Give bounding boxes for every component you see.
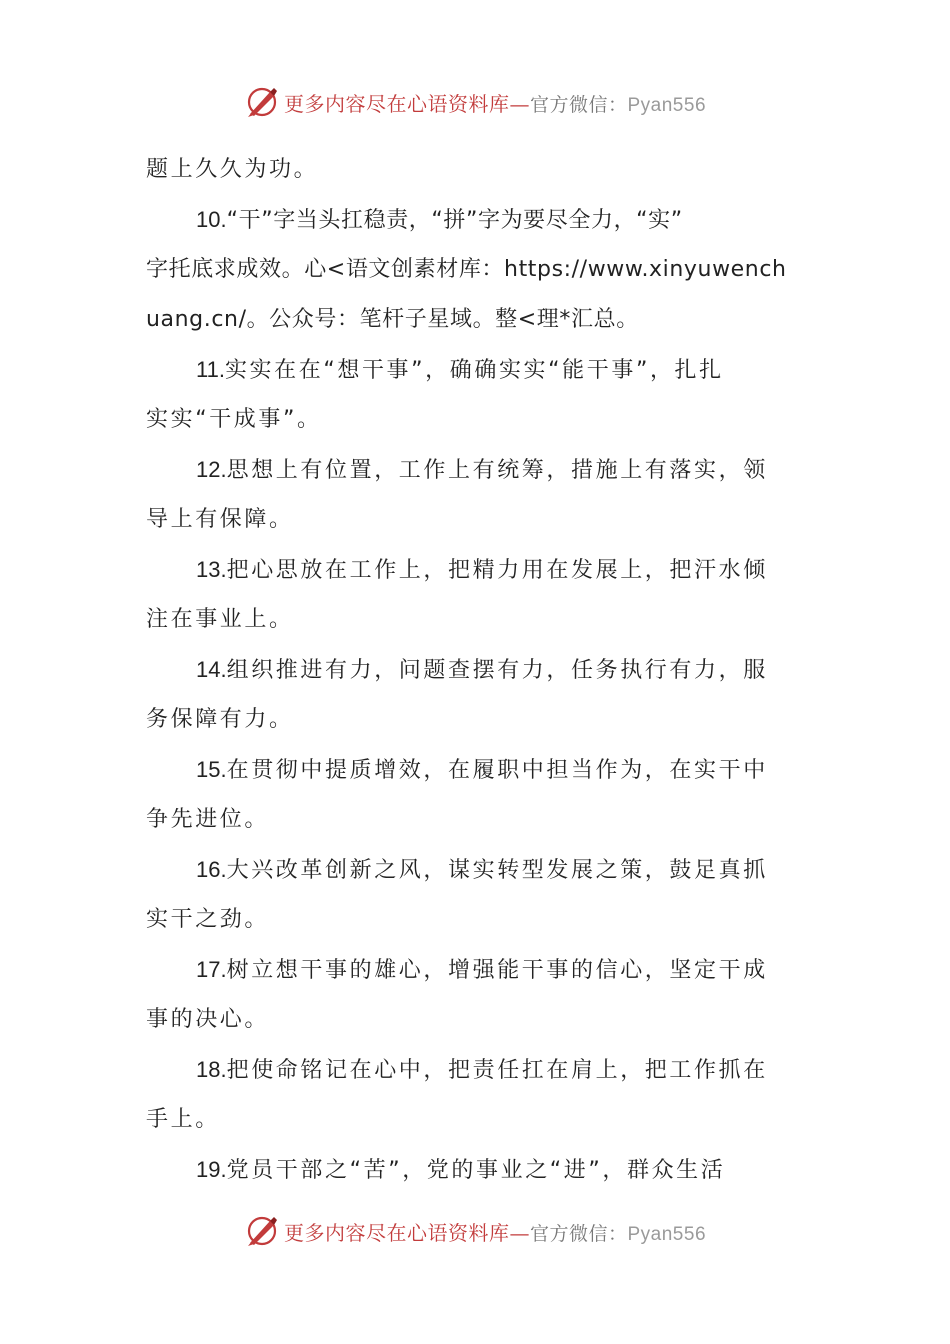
item-text: 思想上有位置，工作上有统筹，措施上有落实，领 xyxy=(226,458,768,483)
item-number: 16. xyxy=(196,857,227,882)
text-line: 导上有保障。 xyxy=(146,507,294,532)
item-number: 18. xyxy=(196,1057,227,1082)
item-number: 13. xyxy=(196,557,227,582)
list-item-13 xyxy=(146,545,806,595)
banner-dash: — xyxy=(509,91,530,116)
banner-wechat-label: 官方微信： xyxy=(529,1222,628,1245)
list-item-19 xyxy=(146,1145,806,1195)
list-item-10 xyxy=(146,195,806,245)
text-line: 手上。 xyxy=(146,1107,220,1132)
banner-text xyxy=(284,1217,706,1246)
banner-title: 更多内容尽在心语资料库 xyxy=(283,91,510,116)
banner-wechat-id: Pyan556 xyxy=(627,1223,707,1245)
item-text: 组织推进有力，问题查摆有力，任务执行有力，服 xyxy=(226,658,768,683)
footer-banner xyxy=(0,1209,950,1253)
list-item-18 xyxy=(146,1045,806,1095)
text-line: 实干之劲。 xyxy=(146,907,270,932)
text-line: 事的决心。 xyxy=(146,1007,270,1032)
item-number: 11. xyxy=(196,357,225,382)
text-line: 字托底求成效。心<语文创素材库：https://www.xinyuwench xyxy=(146,257,787,282)
list-item-17 xyxy=(146,945,806,995)
text-line: 注在事业上。 xyxy=(146,607,294,632)
item-text: 把心思放在工作上，把精力用在发展上，把汗水倾 xyxy=(226,558,768,583)
item-text: 大兴改革创新之风，谋实转型发展之策，鼓足真抓 xyxy=(226,858,768,883)
banner-dash: — xyxy=(509,1220,530,1245)
item-number: 10. xyxy=(196,207,227,232)
list-item-16 xyxy=(146,845,806,895)
banner-text xyxy=(284,88,706,117)
banner-wechat-id: Pyan556 xyxy=(627,94,707,116)
item-text: “干”字当头扛稳责，“拼”字为要尽全力，“实” xyxy=(226,208,683,233)
item-number: 15. xyxy=(196,757,227,782)
list-item-15 xyxy=(146,745,806,795)
item-number: 19. xyxy=(196,1157,227,1182)
item-number: 17. xyxy=(196,957,227,982)
item-text: 实实在在“想干事”，确确实实“能干事”，扎扎 xyxy=(224,358,724,383)
text-line: 实实“干成事”。 xyxy=(146,407,322,432)
item-number: 14. xyxy=(196,657,227,682)
text-line: 争先进位。 xyxy=(146,807,270,832)
item-text: 把使命铭记在心中，把责任扛在肩上，把工作抓在 xyxy=(226,1058,768,1083)
item-number: 12. xyxy=(196,457,227,482)
text-line: 题上久久为功。 xyxy=(146,157,319,182)
banner-wechat-label: 官方微信： xyxy=(529,93,628,116)
document-body xyxy=(146,145,806,1195)
item-text: 在贯彻中提质增效，在履职中担当作为，在实干中 xyxy=(226,758,768,783)
list-item-12 xyxy=(146,445,806,495)
list-item-11 xyxy=(146,345,806,395)
pen-logo-icon xyxy=(244,1213,280,1249)
banner-title: 更多内容尽在心语资料库 xyxy=(283,1220,510,1245)
text-line: uang.cn/。公众号：笔杆子星域。整<理*汇总。 xyxy=(146,307,639,332)
header-banner xyxy=(0,80,950,124)
item-text: 树立想干事的雄心，增强能干事的信心，坚定干成 xyxy=(226,958,768,983)
list-item-14 xyxy=(146,645,806,695)
item-text: 党员干部之“苦”，党的事业之“进”，群众生活 xyxy=(226,1158,726,1183)
pen-logo-icon xyxy=(244,84,280,120)
text-line: 务保障有力。 xyxy=(146,707,294,732)
